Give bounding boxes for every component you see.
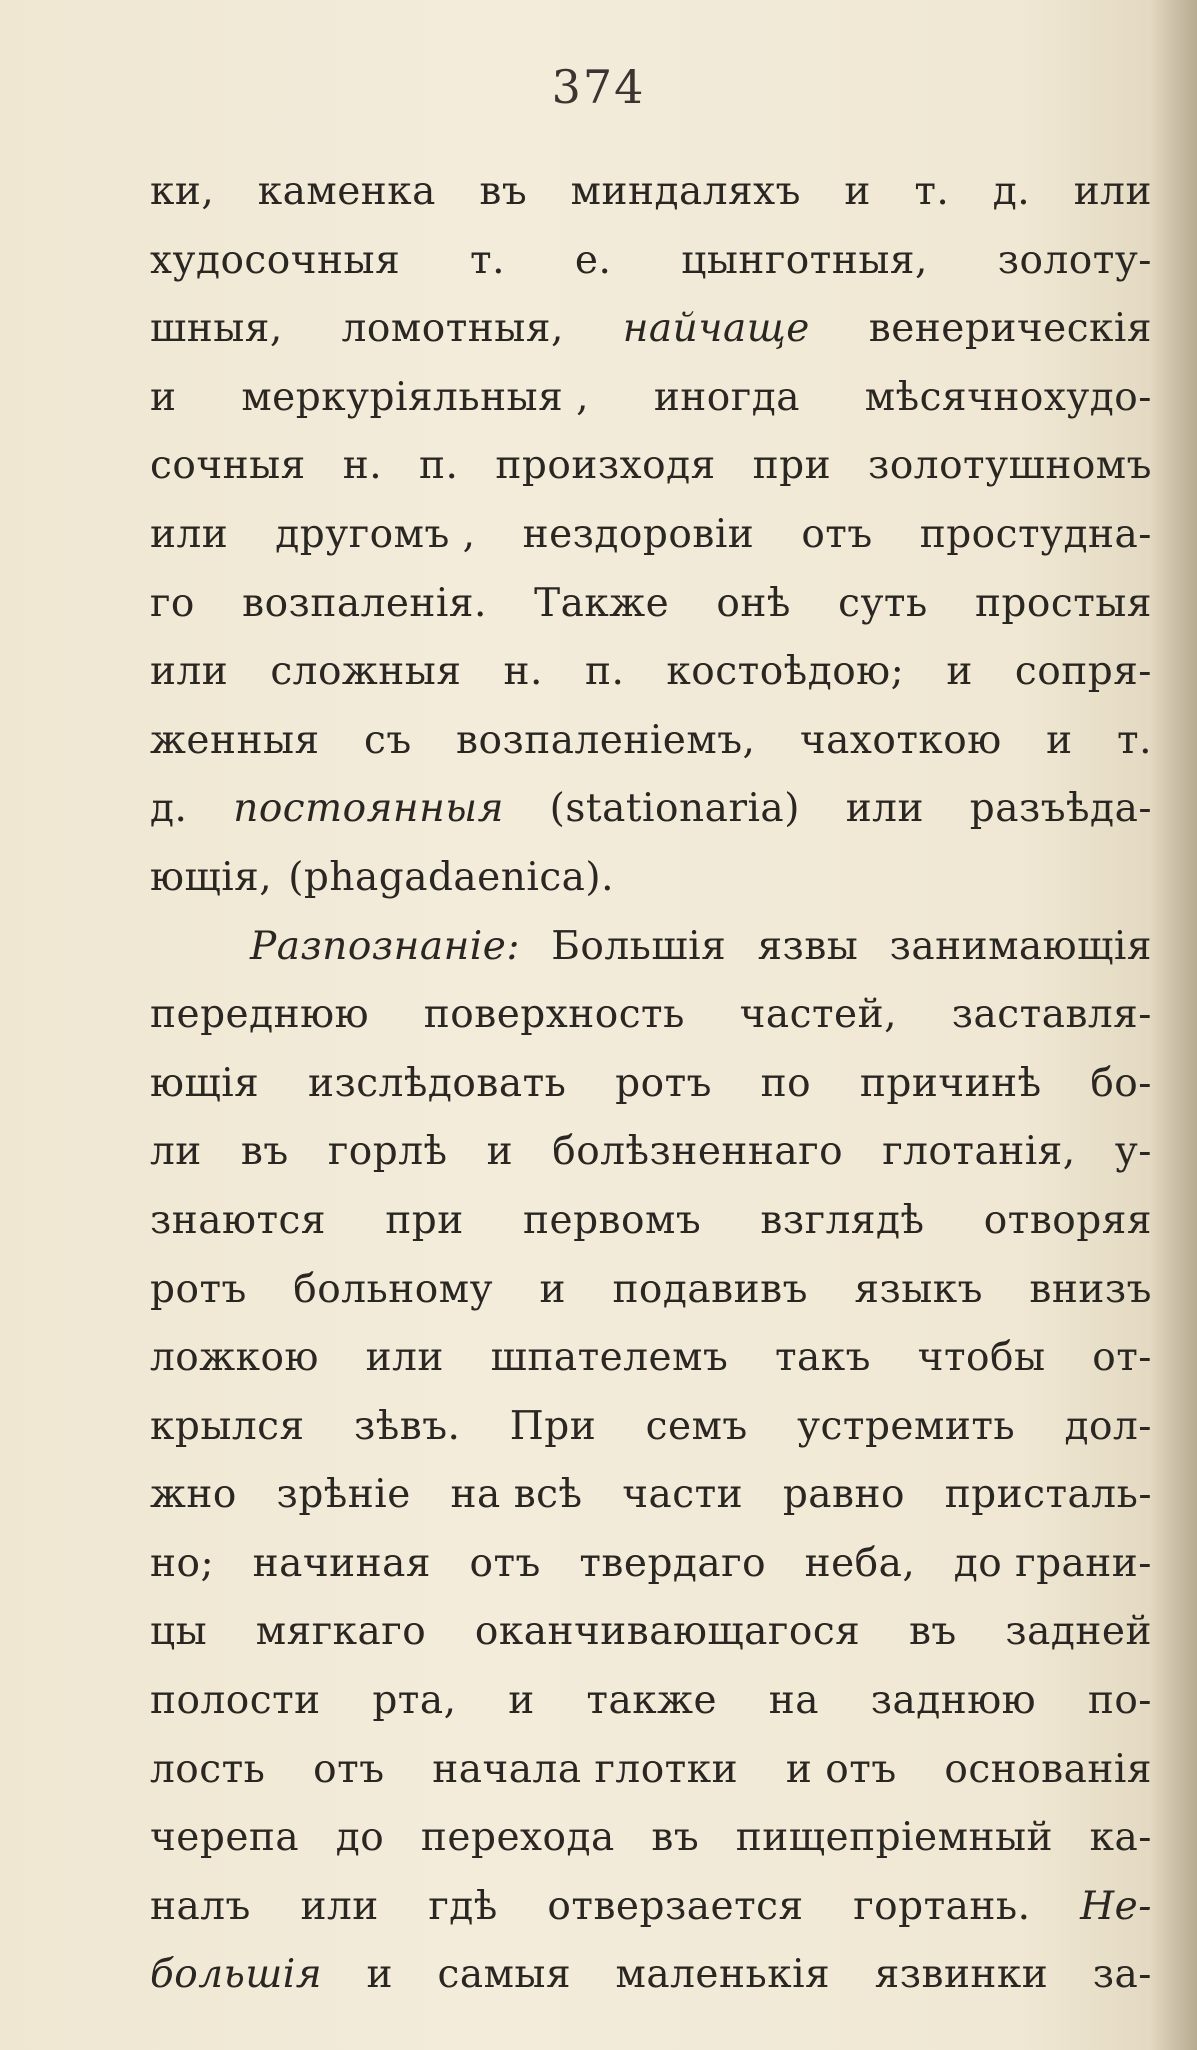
word: неба, [804, 1540, 916, 1586]
word: большія [150, 1952, 323, 1998]
word: найчаще [622, 306, 810, 352]
text-line [150, 364, 1152, 433]
word: п. [584, 649, 625, 695]
word: или [150, 649, 229, 695]
word: ющія [150, 1060, 260, 1106]
word: костоѣдою; [666, 649, 905, 695]
word: сложныя [270, 649, 462, 695]
word: части [622, 1472, 744, 1518]
word: мѣсячнохудо- [864, 374, 1152, 420]
word: нездоровіи [522, 511, 755, 557]
text-line [150, 1873, 1152, 1942]
word: Также [534, 580, 670, 626]
text-line [150, 1941, 1152, 2010]
word: суть [838, 580, 928, 626]
word: го [150, 580, 195, 626]
word: горлѣ [327, 1129, 448, 1175]
word: худосочныя [150, 237, 401, 283]
word: до [335, 1815, 385, 1861]
word: отверзается [547, 1883, 804, 1929]
text-line [150, 295, 1152, 364]
word: язвинки [874, 1952, 1049, 1998]
word: и отъ [785, 1746, 897, 1792]
word: задней [1005, 1609, 1152, 1655]
word: до грани- [953, 1540, 1152, 1586]
text-line [150, 1461, 1152, 1530]
word: другомъ , [275, 511, 476, 557]
word: также [586, 1678, 718, 1724]
word: от- [1092, 1335, 1152, 1381]
word: основанія [944, 1746, 1152, 1792]
text-line [150, 227, 1152, 296]
word: маленькія [615, 1952, 831, 1998]
word: поверхность [423, 992, 685, 1038]
word: семъ [645, 1403, 748, 1449]
word: гдѣ [428, 1883, 498, 1929]
word: переднюю [150, 992, 370, 1038]
word: заднюю [870, 1678, 1037, 1724]
word: отъ [313, 1746, 385, 1792]
text-line [150, 707, 1152, 776]
word: и [844, 169, 871, 214]
word: по- [1087, 1678, 1152, 1724]
word: цы [150, 1609, 208, 1655]
word: у- [1114, 1129, 1152, 1175]
body-text [150, 158, 1152, 2010]
word: ка- [1089, 1815, 1152, 1861]
word: причинѣ [859, 1060, 1042, 1106]
word: въ [240, 1129, 289, 1175]
word: отъ [801, 511, 873, 557]
text-line [150, 1393, 1152, 1462]
text-line [150, 1324, 1152, 1393]
word: При [509, 1403, 597, 1449]
word: пищепріемный [735, 1815, 1053, 1861]
word: полости [150, 1678, 321, 1724]
word: при [752, 443, 832, 489]
word: разъѣда- [969, 786, 1152, 832]
word: гортань. [853, 1883, 1031, 1929]
text-line [150, 913, 1152, 982]
word: но; [150, 1540, 215, 1586]
word: язвы [757, 923, 859, 969]
word: крылся [150, 1403, 305, 1449]
word: шныя, [150, 306, 283, 352]
word: или [845, 786, 924, 832]
word: сопря- [1014, 649, 1152, 695]
text-line [150, 501, 1152, 570]
word: на [768, 1678, 820, 1724]
word: (stationaria) [549, 786, 800, 832]
word: дол- [1064, 1403, 1152, 1449]
word: въ [479, 169, 528, 214]
word: или [300, 1883, 379, 1929]
word: въ [651, 1815, 700, 1861]
word: твердаго [579, 1540, 767, 1586]
word: шпателемъ [490, 1335, 729, 1381]
word: золотушномъ [868, 443, 1152, 489]
word: возпаленіемъ, [456, 717, 756, 763]
text-line [150, 432, 1152, 501]
word: лость [150, 1746, 266, 1792]
word: начиная [252, 1540, 431, 1586]
text-line [150, 1530, 1152, 1599]
text-line [150, 638, 1152, 707]
word: глотанія, [882, 1129, 1076, 1175]
word: рта, [372, 1678, 457, 1724]
word: т. [914, 169, 950, 214]
word: зрѣніе [276, 1472, 411, 1518]
text-line [150, 775, 1152, 844]
text-line [150, 1187, 1152, 1256]
word: постоянныя [233, 786, 504, 832]
word: ли [150, 1129, 202, 1175]
word: за- [1092, 1952, 1152, 1998]
word: возпаленія. [242, 580, 487, 626]
word: венерическія [868, 306, 1152, 352]
word: подавивъ [612, 1266, 808, 1312]
word: п. [419, 443, 459, 489]
word: начала глотки [432, 1746, 739, 1792]
word: и [486, 1129, 514, 1175]
word: е. [574, 237, 612, 283]
word: ломотныя, [341, 306, 564, 352]
word: зѣвъ. [353, 1403, 461, 1449]
word: и [946, 649, 973, 695]
word: внизъ [1029, 1266, 1152, 1312]
word: по [760, 1060, 812, 1106]
word: больному [293, 1266, 494, 1312]
word: ки, [150, 169, 215, 214]
word: и [508, 1678, 535, 1724]
word: болѣзненнаго [552, 1129, 844, 1175]
word: присталь- [944, 1472, 1152, 1518]
word: мягкаго [255, 1609, 427, 1655]
word: ложкою [150, 1335, 319, 1381]
word: налъ [150, 1883, 251, 1929]
word: взглядѣ [760, 1197, 925, 1243]
word: миндаляхъ [570, 169, 801, 214]
word: золоту- [997, 237, 1152, 283]
word: съ [363, 717, 412, 763]
word: чтобы [917, 1335, 1046, 1381]
word: такъ [774, 1335, 871, 1381]
word: Не- [1080, 1883, 1152, 1929]
text-line [150, 981, 1152, 1050]
text-line [150, 1118, 1152, 1187]
word: самыя [437, 1952, 572, 1998]
word: иногда [653, 374, 800, 420]
text-line [150, 158, 1152, 227]
word: сочныя [150, 443, 306, 489]
word: женныя [150, 717, 320, 763]
word: меркуріяльныя , [241, 374, 589, 420]
word: произходя [495, 443, 716, 489]
word: онѣ [716, 580, 791, 626]
text-line [150, 1736, 1152, 1805]
word: н. [503, 649, 543, 695]
word: частей, [739, 992, 898, 1038]
text-line [150, 1598, 1152, 1667]
word: ющія, [150, 854, 273, 900]
word: перехода [420, 1815, 615, 1861]
word: простудна- [919, 511, 1152, 557]
text-line [150, 1804, 1152, 1873]
word: отъ [469, 1540, 541, 1586]
text-line [150, 844, 1152, 913]
word: заставля- [951, 992, 1152, 1038]
text-line [150, 1050, 1152, 1119]
word: н. [342, 443, 383, 489]
word: т. [1117, 717, 1152, 763]
text-line [150, 1256, 1152, 1325]
word: на всѣ [450, 1472, 583, 1518]
word: черепа [150, 1815, 300, 1861]
word: и [150, 374, 177, 420]
word: Большія [551, 923, 727, 969]
word: и [366, 1952, 394, 1998]
word: или [1073, 169, 1152, 214]
word: при [385, 1197, 464, 1243]
word: простыя [974, 580, 1152, 626]
word: Разпознаніе: [250, 923, 520, 969]
word: чахоткою [799, 717, 1002, 763]
word: каменка [257, 169, 436, 214]
text-line [150, 1667, 1152, 1736]
word: занимающія [889, 923, 1152, 969]
word: оканчивающагося [474, 1609, 861, 1655]
page-number: 374 [551, 60, 646, 114]
word: языкъ [854, 1266, 983, 1312]
word: знаются [150, 1197, 326, 1243]
word: и [1046, 717, 1073, 763]
word: жно [150, 1472, 237, 1518]
word: д. [150, 786, 188, 832]
word: ротъ [150, 1266, 247, 1312]
word: въ [908, 1609, 957, 1655]
word: т. [470, 237, 506, 283]
word: первомъ [523, 1197, 702, 1243]
word: устремить [797, 1403, 1016, 1449]
word: изслѣдовать [308, 1060, 567, 1106]
word: или [150, 511, 229, 557]
word: отворяя [983, 1197, 1152, 1243]
word: ротъ [615, 1060, 712, 1106]
word: и [539, 1266, 566, 1312]
word: бо- [1090, 1060, 1152, 1106]
word: или [365, 1335, 444, 1381]
text-line [150, 570, 1152, 639]
word: д. [992, 169, 1031, 214]
word: цынготныя, [681, 237, 928, 283]
word: (phagadaenica). [288, 854, 615, 900]
word: равно [782, 1472, 905, 1518]
